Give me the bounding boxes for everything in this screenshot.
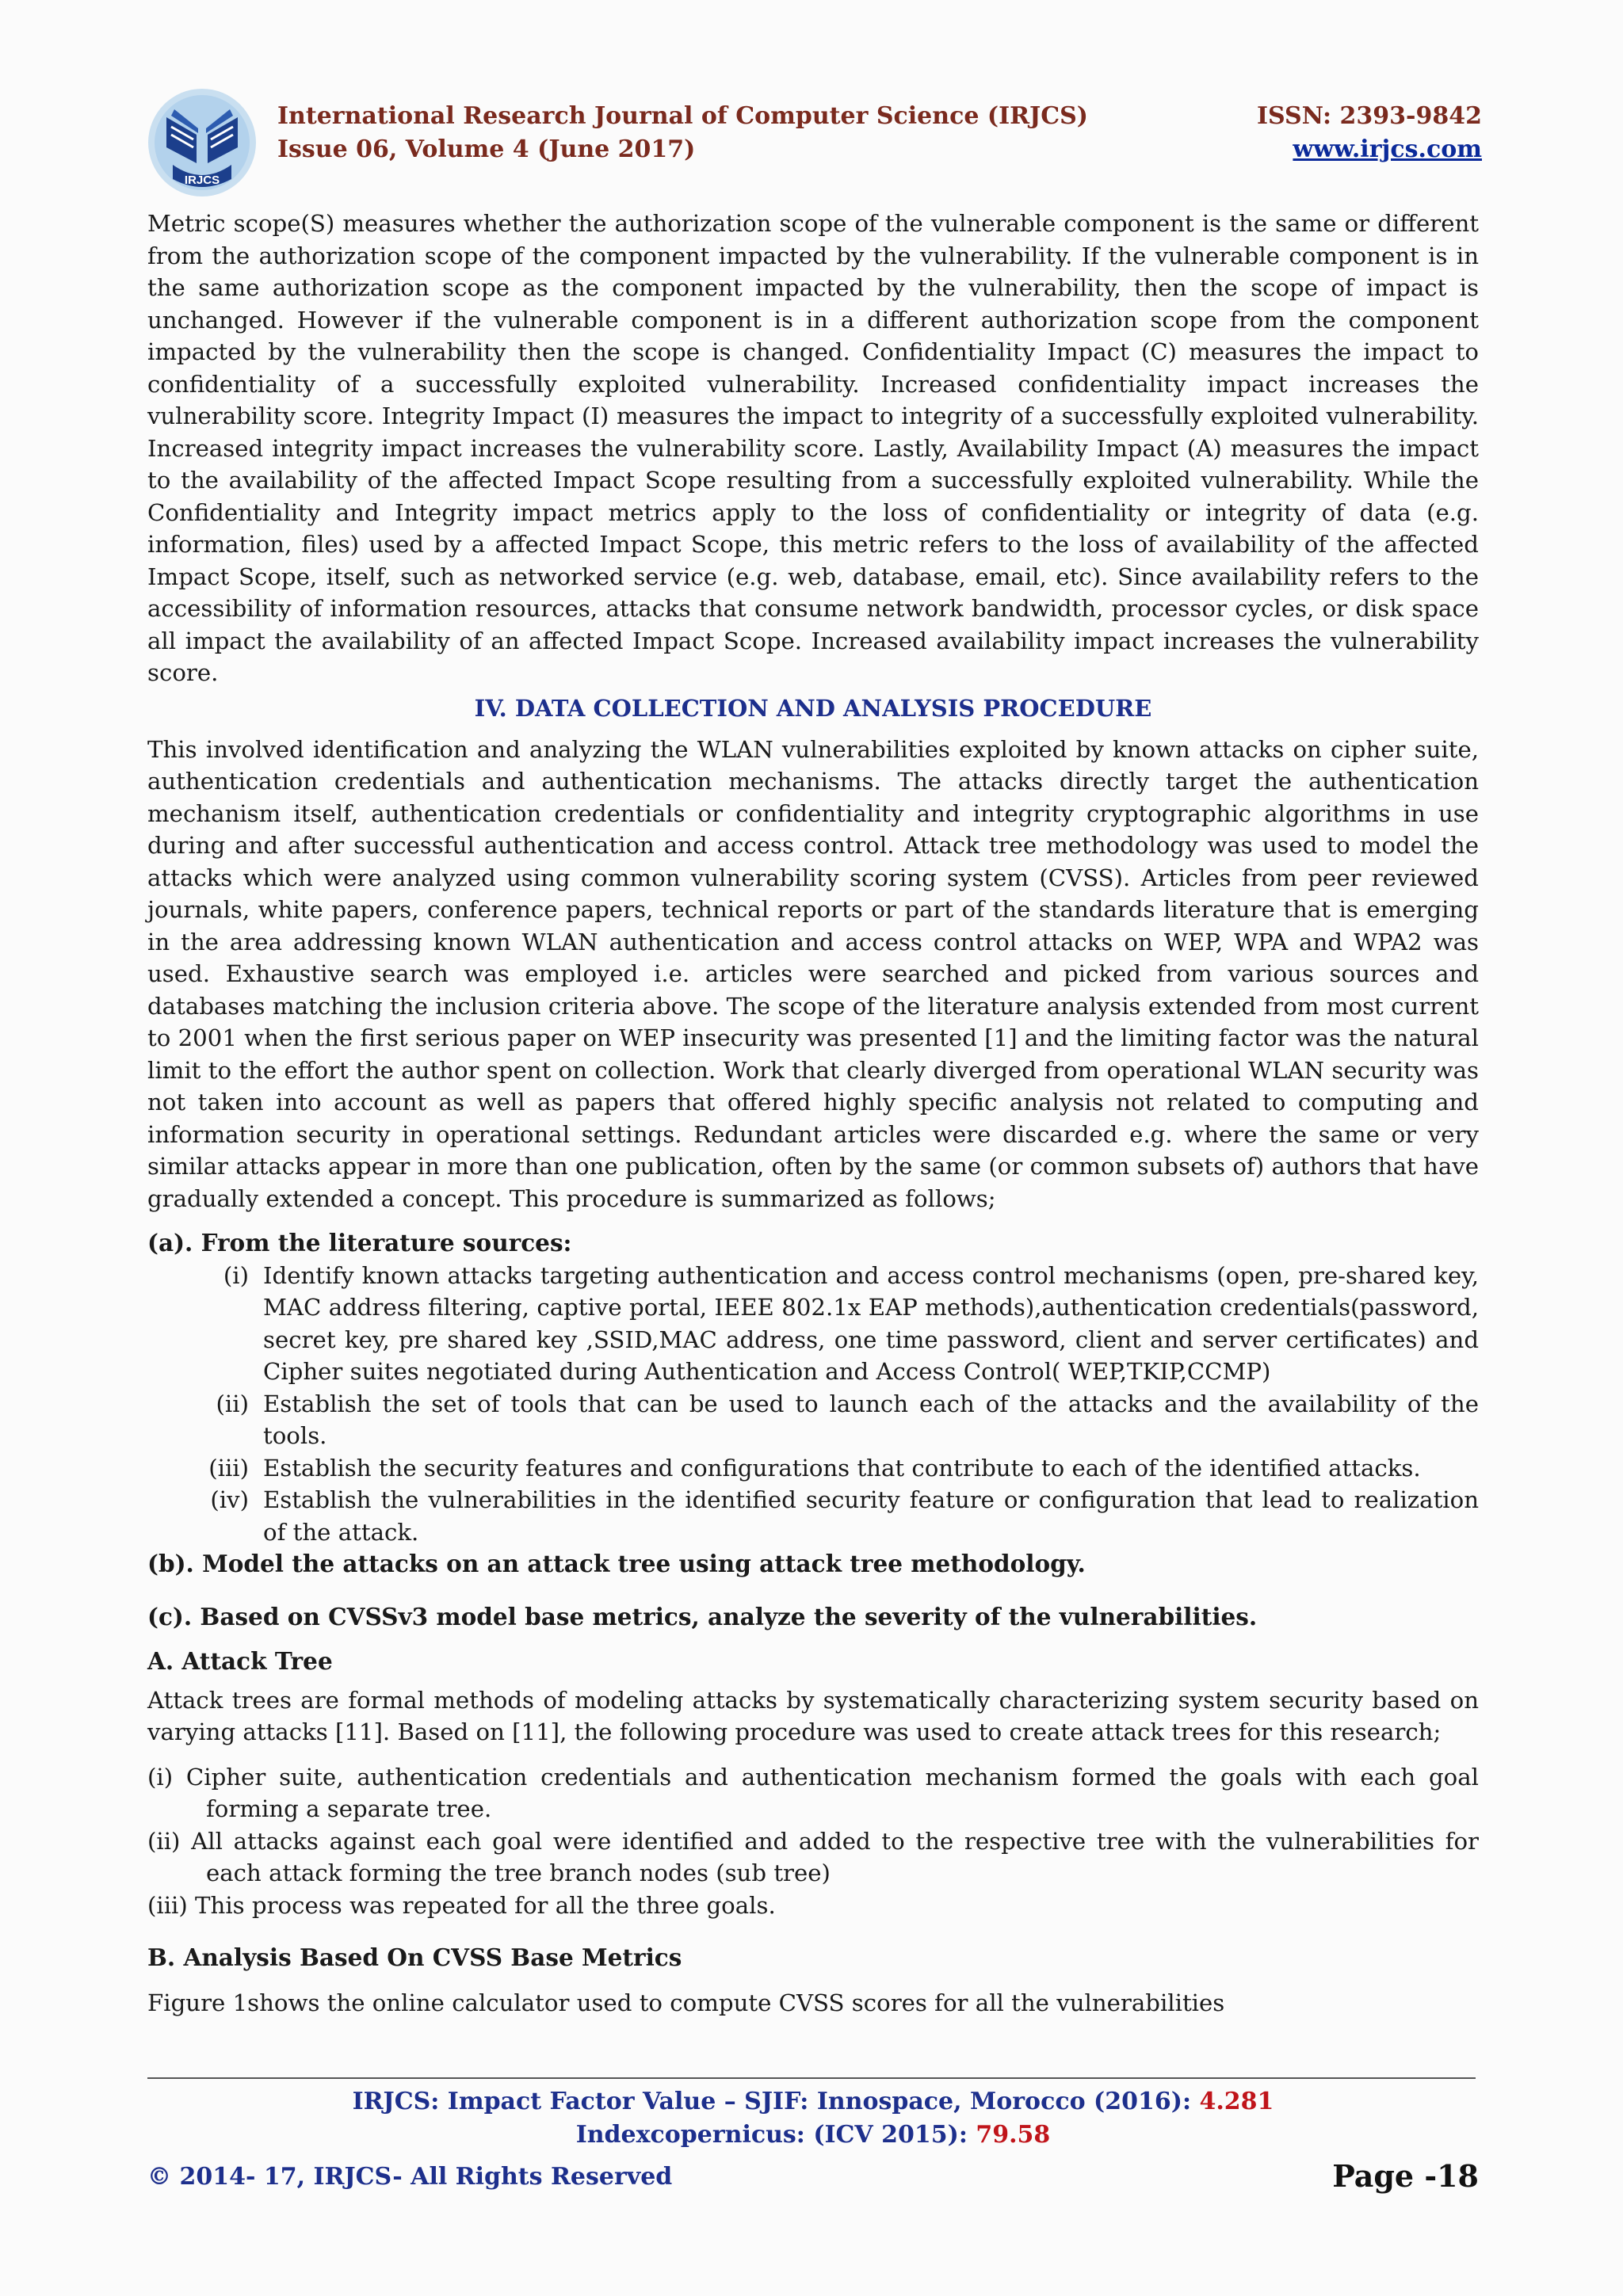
icv-value: 79.58: [976, 2121, 1051, 2149]
step-c-heading: (c). Based on CVSSv3 model base metrics, analyze the severity of the vulnerabilities.: [147, 1602, 1258, 1630]
list-item-text: Identify known attacks targeting authentication and access control mechanisms (open, pre-shared key, MAC address filtering, captive portal, IEEE 802.1x EAP methods),authentication credentials(password, secret key, pre shared key ,SSID,MAC address, one time password, client and server certificates) and Cipher suites negotiated during Authentication and Access Control( WEP,TKIP,CCMP): [263, 1261, 1479, 1385]
paragraph-figure-ref: Figure 1shows the online calculator used to compute CVSS scores for all the vulnerabilities: [147, 1989, 1225, 2016]
list-item: [147, 1452, 1479, 1485]
issn-block: [1257, 100, 1482, 166]
irjcs-logo-icon: [143, 86, 262, 204]
section-heading-iv: IV. DATA COLLECTION AND ANALYSIS PROCEDURE: [474, 694, 1152, 722]
impact-factor-value: 4.281: [1199, 2088, 1274, 2115]
list-item-text: Establish the vulnerabilities in the identified security feature or configuration that lead to realization of the attack.: [263, 1486, 1479, 1546]
main-content: [147, 208, 1479, 2019]
attack-tree-steps: [147, 1761, 1479, 1922]
list-item: [147, 1260, 1479, 1388]
copyright-text: © 2014- 17, IRJCS- All Rights Reserved: [147, 2163, 673, 2191]
journal-title: International Research Journal of Computer Science (IRJCS): [277, 102, 1088, 130]
subsection-cvss-title: B. Analysis Based On CVSS Base Metrics: [147, 1943, 682, 1971]
paragraph-metric-scope: Metric scope(S) measures whether the authorization scope of the vulnerable component is the same or different from the authorization scope of the component impacted by the vulnerability. If the vulnerable component is in the same authorization scope as the component impacted by the vulnerability, then the scope of impact is unchanged. However if the vulnerable component is in a different authorization scope from the component impacted by the vulnerability then the scope is changed. Confidentiality Impact (C) measures the impact to confidentiality of a successfully exploited vulnerability. Increased confidentiality impact increases the vulnerability score. Integrity Impact (I) measures the impact to integrity of a successfully exploited vulnerability. Increased integrity impact increases the vulnerability score. Lastly, Availability Impact (A) measures the impact to the availability of the affected Impact Scope resulting from a successfully exploited vulnerability. While the Confidentiality and Integrity impact metrics apply to the loss of confidentiality or integrity of data (e.g. information, files) used by a affected Impact Scope, this metric refers to the loss of availability of the affected Impact Scope, itself, such as networked service (e.g. web, database, email, etc). Since availability refers to the accessibility of information resources, attacks that consume network bandwidth, processor cycles, or disk space all impact the availability of an affected Impact Scope. Increased availability impact increases the vulnerability score.: [147, 210, 1479, 686]
list-item-number: (iii): [208, 1454, 249, 1482]
page-footer: [147, 2085, 1479, 2198]
list-item-number: (ii): [216, 1390, 249, 1417]
logo-text: IRJCS: [184, 174, 220, 187]
issue-info: Issue 06, Volume 4 (June 2017): [277, 135, 696, 163]
page-number: Page -18: [1332, 2158, 1479, 2194]
list-item-text: Establish the set of tools that can be used to launch each of the attacks and the availability of the tools.: [263, 1390, 1479, 1449]
list-item: (iii) This process was repeated for all the three goals.: [147, 1891, 776, 1919]
index-copernicus-line: [147, 2119, 1479, 2152]
step-b-heading: (b). Model the attacks on an attack tree using attack tree methodology.: [147, 1550, 1086, 1577]
icv-label: Indexcopernicus: (ICV 2015):: [575, 2121, 976, 2149]
footer-divider: [147, 2077, 1476, 2079]
page-header: [143, 86, 1482, 204]
paragraph-data-collection: This involved identification and analyzing the WLAN vulnerabilities exploited by known attacks on cipher suite, authentication credentials and authentication mechanisms. The attacks directly target the authentication mechanism itself, authentication credentials or confidentiality and integrity cryptographic algorithms in use during and after successful authentication and access control. Attack tree methodology was used to model the attacks which were analyzed using common vulnerability scoring system (CVSS). Articles from peer reviewed journals, white papers, conference papers, technical reports or part of the standards literature that is emerging in the area addressing known WLAN authentication and access control attacks on WEP, WPA and WPA2 was used. Exhaustive search was employed i.e. articles were searched and picked from various sources and databases matching the inclusion criteria above. The scope of the literature analysis extended from most current to 2001 when the first serious paper on WEP insecurity was presented [1] and the limiting factor was the natural limit to the effort the author spent on collection. Work that clearly diverged from operational WLAN security was not taken into account as well as papers that offered highly specific analysis not related to computing and information security in operational settings. Redundant articles were discarded e.g. where the same or very similar attacks appear in more than one publication, often by the same (or common subsets of) authors that have gradually extended a concept. This procedure is summarized as follows;: [147, 735, 1479, 1212]
list-item: [147, 1388, 1479, 1452]
subsection-attack-tree-title: A. Attack Tree: [147, 1647, 333, 1675]
list-item: (i) Cipher suite, authentication credentials and authentication mechanism formed the goals with each goal forming a separate tree.: [147, 1763, 1479, 1822]
impact-factor-label: IRJCS: Impact Factor Value – SJIF: Innospace, Morocco (2016):: [352, 2088, 1200, 2115]
paragraph-attack-tree: Attack trees are formal methods of modeling attacks by systematically characterizing system security based on varying attacks [11]. Based on [11], the following procedure was used to create attack trees for this research;: [147, 1686, 1479, 1745]
journal-url-link[interactable]: www.irjcs.com: [1293, 135, 1482, 163]
list-item: [147, 1484, 1479, 1548]
list-item-number: (i): [223, 1261, 249, 1289]
list-item: (ii) All attacks against each goal were identified and added to the respective tree with the vulnerabilities for each attack forming the tree branch nodes (sub tree): [147, 1827, 1479, 1886]
step-a-heading: (a). From the literature sources:: [147, 1229, 572, 1257]
list-item-number: (iv): [210, 1486, 249, 1513]
journal-block: [277, 100, 1088, 166]
list-item-text: Establish the security features and configurations that contribute to each of the identified attacks.: [263, 1454, 1421, 1482]
step-a-list: [147, 1260, 1479, 1549]
impact-factor-line: [147, 2085, 1479, 2119]
issn: ISSN: 2393-9842: [1256, 102, 1482, 130]
footer-bottom-row: [147, 2158, 1479, 2198]
